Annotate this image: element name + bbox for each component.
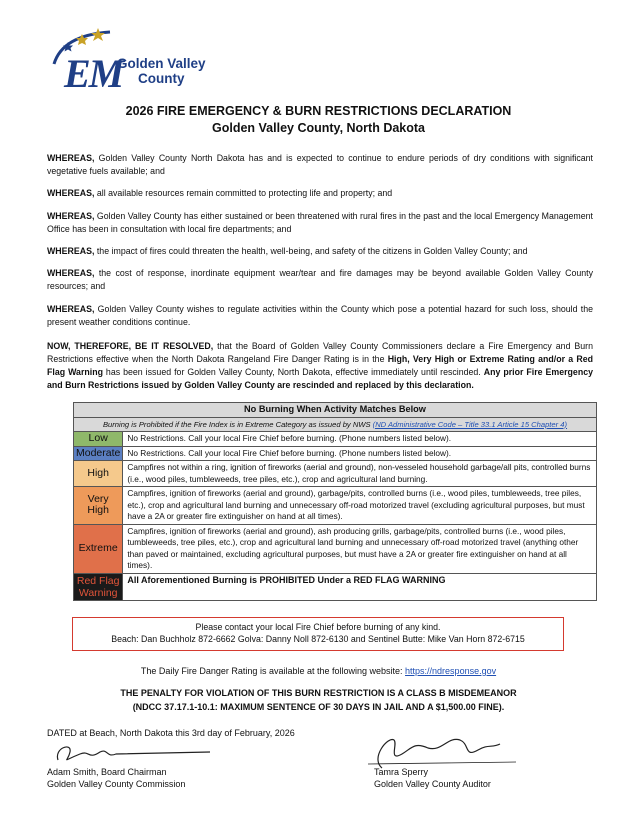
level-description: Campfires not within a ring, ignition of fireworks (aerial and ground), non-vesseled household garbage/all pits, controlled burns (i.e., wood piles, tumbleweeds, tree piles, etc.), crop and agricultural land burning. xyxy=(123,461,597,487)
whereas-text: Golden Valley County North Dakota has and is expected to continue to endure periods of dry conditions with significant vegetative fuels available; and xyxy=(47,153,593,176)
table-subheader-text: Burning is Prohibited if the Fire Index is in Extreme Category as issued by NWS xyxy=(102,419,373,429)
resolved-bold: Any prior Fire Emergency and Burn Restrictions issued by Golden Valley County are rescinded and replaced by this declaration. xyxy=(47,367,593,390)
level-moderate: Moderate xyxy=(74,446,123,461)
whereas-text: all available resources remain committed to protecting life and property; and xyxy=(94,188,393,198)
table-row xyxy=(74,487,597,525)
whereas-lead: WHEREAS, xyxy=(47,188,95,198)
resolved-text: has been issued for Golden Valley County, North Dakota, effective immediately until rescinded. xyxy=(102,367,484,377)
fire-chief-contact-box xyxy=(72,617,564,651)
logo-text-line1: Golden Valley xyxy=(117,56,206,71)
resolved-lead: NOW, THEREFORE, BE IT RESOLVED, xyxy=(47,341,214,351)
resolved-bold: High, Very High or Extreme Rating and/or a Red Flag Warning xyxy=(47,354,593,377)
level-very-high: Very High xyxy=(74,487,123,525)
fire-danger-rating-note xyxy=(0,666,637,676)
whereas-text: Golden Valley County has either sustained or been threatened with rural fires in the past and the local Emergency Management Office has been in consultation with local fire departments; and xyxy=(47,211,593,234)
level-description: Campfires, ignition of fireworks (aerial and ground), garbage/pits, controlled burns (i.e., wood piles, tumbleweeds, tree piles, etc.), crop and agricultural land burning and unnecessary off-road motorized travel (excluding agricultural purposes, but must have a 2A or greater fire extinguisher on hand at all times). xyxy=(123,487,597,525)
rating-text: The Daily Fire Danger Rating is available at the following website: xyxy=(140,666,406,676)
table-row xyxy=(74,573,597,600)
whereas-paragraph xyxy=(47,152,593,178)
signer-org: Golden Valley County Auditor xyxy=(374,779,491,789)
whereas-paragraph xyxy=(47,187,593,200)
whereas-paragraph xyxy=(47,245,593,258)
whereas-lead: WHEREAS, xyxy=(47,246,95,256)
chairman-signature-block xyxy=(47,766,185,790)
level-red-flag: Red Flag Warning xyxy=(74,573,123,600)
logo-mark: EM xyxy=(64,51,123,96)
logo-text xyxy=(117,56,206,86)
level-extreme: Extreme xyxy=(74,524,123,573)
resolved-text: that the Board of Golden Valley County Commissioners declare a Fire Emergency and Burn Restrictions effective when the North Dakota Rangeland Fire Danger Rating is in the xyxy=(47,341,593,364)
signer-org: Golden Valley County Commission xyxy=(47,779,186,789)
whereas-lead: WHEREAS, xyxy=(47,211,95,221)
penalty-line2: (NDCC 37.17.1-10.1: MAXIMUM SENTENCE OF 30 DAYS IN JAIL AND A $1,500.00 FINE). xyxy=(132,702,505,712)
whereas-paragraph xyxy=(47,210,593,236)
document-subtitle: Golden Valley County, North Dakota xyxy=(212,121,425,135)
contact-line2: Beach: Dan Buchholz 872-6662 Golva: Danny Noll 872-6130 and Sentinel Butte: Mike Van Horn 872-6715 xyxy=(111,634,525,644)
level-high: High xyxy=(74,461,123,487)
penalty-line1: THE PENALTY FOR VIOLATION OF THIS BURN RESTRICTION IS A CLASS B MISDEMEANOR xyxy=(120,688,517,698)
level-description: No Restrictions. Call your local Fire Chief before burning. (Phone numbers listed below). xyxy=(123,446,597,461)
penalty-notice xyxy=(0,686,637,714)
table-subheader-row xyxy=(74,417,597,432)
table-header-row xyxy=(74,403,597,418)
whereas-paragraph xyxy=(47,267,593,293)
resolved-paragraph xyxy=(47,340,593,392)
whereas-lead: WHEREAS, xyxy=(47,268,95,278)
table-header: No Burning When Activity Matches Below xyxy=(74,403,597,418)
whereas-lead: WHEREAS, xyxy=(47,153,95,163)
county-logo xyxy=(44,26,214,98)
table-row xyxy=(74,446,597,461)
level-low: Low xyxy=(74,432,123,447)
whereas-text: the impact of fires could threaten the health, well-being, and safety of the citizens in Golden Valley County; and xyxy=(94,246,528,256)
whereas-text: Golden Valley County wishes to regulate activities within the County which pose a potential hazard for such loss, should the present weather conditions continue. xyxy=(47,304,593,327)
table-row xyxy=(74,432,597,447)
whereas-lead: WHEREAS, xyxy=(47,304,95,314)
signer-name: Adam Smith, Board Chairman xyxy=(47,767,167,777)
level-description: All Aforementioned Burning is PROHIBITED Under a RED FLAG WARNING xyxy=(123,573,597,600)
level-description: Campfires, ignition of fireworks (aerial and ground), ash producing grills, garbage/pits, controlled burns (i.e., wood piles, tumbleweeds, tree piles, etc.), crop and agricultural land burning and unnecessary off-road motorized travel (anything other than paved or maintained, excluding agricultural purposes, but must have a 2A or greater fire extinguisher on hand at all times). xyxy=(123,524,597,573)
whereas-paragraph xyxy=(47,303,593,329)
logo-text-line2: County xyxy=(138,71,185,86)
level-description: No Restrictions. Call your local Fire Chief before burning. (Phone numbers listed below). xyxy=(123,432,597,447)
burn-restriction-table xyxy=(73,402,597,601)
contact-line1: Please contact your local Fire Chief before burning of any kind. xyxy=(195,622,441,632)
signer-name: Tamra Sperry xyxy=(374,767,429,777)
ndresponse-link[interactable]: https://ndresponse.gov xyxy=(405,666,497,676)
table-subheader xyxy=(74,417,597,432)
table-row xyxy=(74,461,597,487)
dated-line: DATED at Beach, North Dakota this 3rd day of February, 2026 xyxy=(47,728,295,738)
document-title: 2026 FIRE EMERGENCY & BURN RESTRICTIONS DECLARATION xyxy=(125,104,512,118)
chairman-signature-icon xyxy=(50,738,220,768)
nd-code-link[interactable]: (ND Administrative Code – Title 33.1 Article 15 Chapter 4) xyxy=(372,419,568,429)
auditor-signature-block xyxy=(374,766,491,790)
table-row xyxy=(74,524,597,573)
whereas-text: the cost of response, inordinate equipment wear/tear and fire damages may be beyond available Golden Valley County resources; and xyxy=(47,268,593,291)
